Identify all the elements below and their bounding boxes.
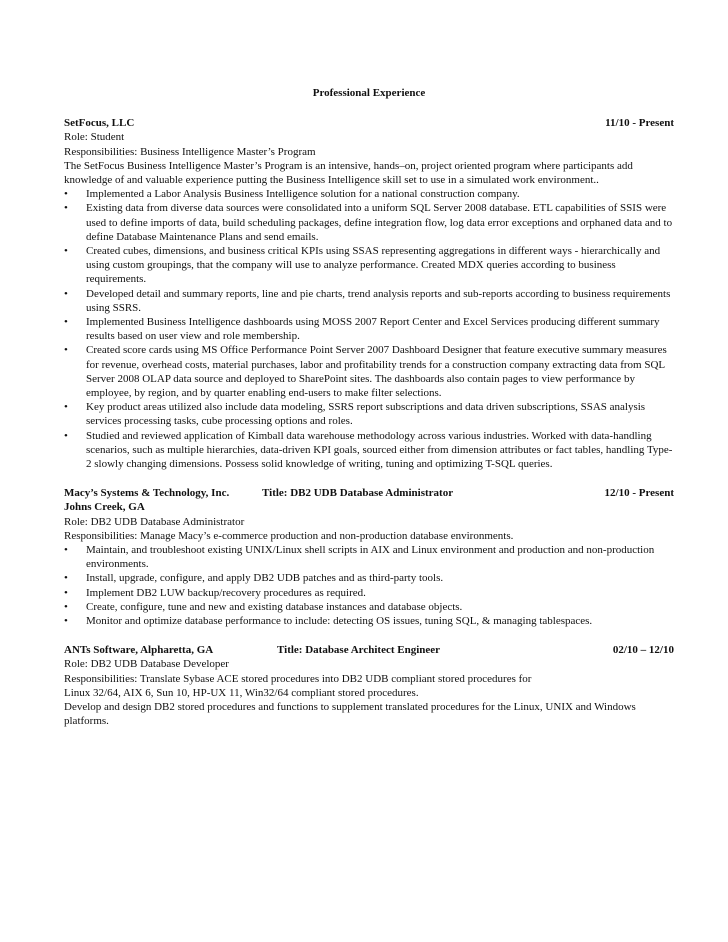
section-title: Professional Experience [312, 87, 426, 99]
job-dates: 02/10 – 12/10 [612, 644, 674, 657]
job-title: Title: DB2 UDB Database Administrator [262, 487, 454, 500]
bullet-item [64, 201, 674, 244]
bullet-icon: • [64, 429, 68, 442]
job-location: Johns Creek, GA [64, 501, 145, 514]
development-line: Develop and design DB2 stored procedures and functions to supplement translated procedures for the Linux, UNIX and Windows platforms. [64, 701, 636, 728]
bullet-text: Maintain, and troubleshoot existing UNIX/Linux shell scripts in AIX and Linux environment and production and non-production environments. [86, 544, 655, 571]
bullet-icon: • [64, 344, 68, 357]
responsibilities-line: Responsibilities: Translate Sybase ACE stored procedures into DB2 UDB compliant stored procedures for [64, 672, 532, 685]
bullet-item [64, 343, 674, 400]
responsibilities-line: Responsibilities: Business Intelligence Master’s Program [64, 145, 316, 158]
role-line: Role: Student [64, 131, 125, 144]
bullet-text: Developed detail and summary reports, line and pie charts, trend analysis reports and sub-reports according to business requirements using SSRS. [86, 287, 671, 314]
bullet-item [64, 571, 674, 585]
job-header [64, 486, 674, 500]
bullet-icon: • [64, 401, 68, 414]
bullet-icon: • [64, 202, 68, 215]
bullet-text: Implement DB2 LUW backup/recovery procedures as required. [86, 586, 366, 599]
bullet-text: Created cubes, dimensions, and business critical KPIs using SSAS representing aggregations in different ways - hierarchically and using custom groupings, that the company will use to analyze performance. Created MDX queries according to business requirements. [86, 245, 661, 286]
bullet-icon: • [64, 572, 68, 585]
bullet-item [64, 287, 674, 315]
bullet-item [64, 315, 674, 343]
bullet-text: Monitor and optimize database performance to include: detecting OS issues, tuning SQL, & managing tablespaces. [86, 615, 593, 628]
bullet-text: Implemented a Labor Analysis Business Intelligence solution for a national construction company. [86, 188, 520, 201]
bullet-icon: • [64, 316, 68, 329]
bullet-text: Created score cards using MS Office Performance Point Server 2007 Dashboard Designer that feature executive summary measures for revenue, overhead costs, material purchases, labor and profitability trends for a construction company extracting data from SQL Server 2008 OLAP data source and deployed to SharePoint sites. The dashboards also contain pages to view performance by employee, by region, and by quarter enabling end-users to make filter selections. [86, 344, 667, 400]
role-line: Role: DB2 UDB Database Developer [64, 658, 229, 671]
company-name: ANTs Software, Alpharetta, GA [64, 644, 214, 657]
bullet-icon: • [64, 586, 68, 599]
bullet-icon: • [64, 615, 68, 628]
bullet-icon: • [64, 188, 68, 201]
bullet-item [64, 586, 674, 600]
bullet-item [64, 543, 674, 571]
responsibilities-line: Responsibilities: Manage Macy’s e-commerce production and non-production database environments. [64, 529, 514, 542]
bullet-list [64, 543, 674, 628]
bullet-item [64, 614, 674, 628]
bullet-icon: • [64, 287, 68, 300]
company-name: SetFocus, LLC [64, 117, 135, 130]
role-line: Role: DB2 UDB Database Administrator [64, 515, 245, 528]
bullet-text: Implemented Business Intelligence dashboards using MOSS 2007 Report Center and Excel Services producing different summary results based on user view and role membership. [86, 316, 660, 343]
resume-page [64, 86, 674, 743]
bullet-text: Key product areas utilized also include data modeling, SSRS report subscriptions and data driven subscriptions, SSAS analysis services processing tasks, cube processing options and roles. [86, 401, 646, 428]
job-entry-ants [64, 643, 674, 728]
platforms-line: Linux 32/64, AIX 6, Sun 10, HP-UX 11, Win32/64 compliant stored procedures. [64, 686, 419, 699]
job-header [64, 643, 674, 657]
bullet-icon: • [64, 245, 68, 258]
job-entry-setfocus [64, 116, 674, 471]
job-entry-macys [64, 486, 674, 628]
bullet-item [64, 429, 674, 472]
job-dates: 11/10 - Present [605, 117, 674, 130]
bullet-icon: • [64, 600, 68, 613]
bullet-item [64, 187, 674, 201]
bullet-icon: • [64, 544, 68, 557]
bullet-text: Existing data from diverse data sources were consolidated into a uniform SQL Server 2008 database. ETL capabilities of SSIS were used to define imports of data, build scheduling packages, define integration flow, log data error exceptions and orphaned data and to define Database Maintenance Plans and send emails. [86, 202, 673, 243]
bullet-item [64, 244, 674, 287]
program-description: The SetFocus Business Intelligence Master’s Program is an intensive, hands–on, project oriented program where participants add knowledge of and valuable experience putting the Business Intelligence skill set to use in a simulated work environment.. [64, 159, 633, 186]
bullet-text: Create, configure, tune and new and existing database instances and database objects. [86, 600, 463, 613]
bullet-list [64, 187, 674, 471]
bullet-item [64, 400, 674, 428]
job-dates: 12/10 - Present [604, 487, 674, 500]
job-title: Title: Database Architect Engineer [277, 644, 441, 657]
company-name: Macy’s Systems & Technology, Inc. [64, 487, 230, 500]
bullet-text: Install, upgrade, configure, and apply DB2 UDB patches and as third-party tools. [86, 572, 444, 585]
bullet-item [64, 600, 674, 614]
bullet-text: Studied and reviewed application of Kimball data warehouse methodology across various industries. Worked with data-handling scenarios, such as multiple hierarchies, data-driven KPI goals, sourced either from dimension attributes or fact tables, handling Type-2 slowly changing dimensions. Possess solid knowledge of writing, tuning and optimizing T-SQL queries. [86, 429, 673, 471]
job-header [64, 116, 674, 130]
